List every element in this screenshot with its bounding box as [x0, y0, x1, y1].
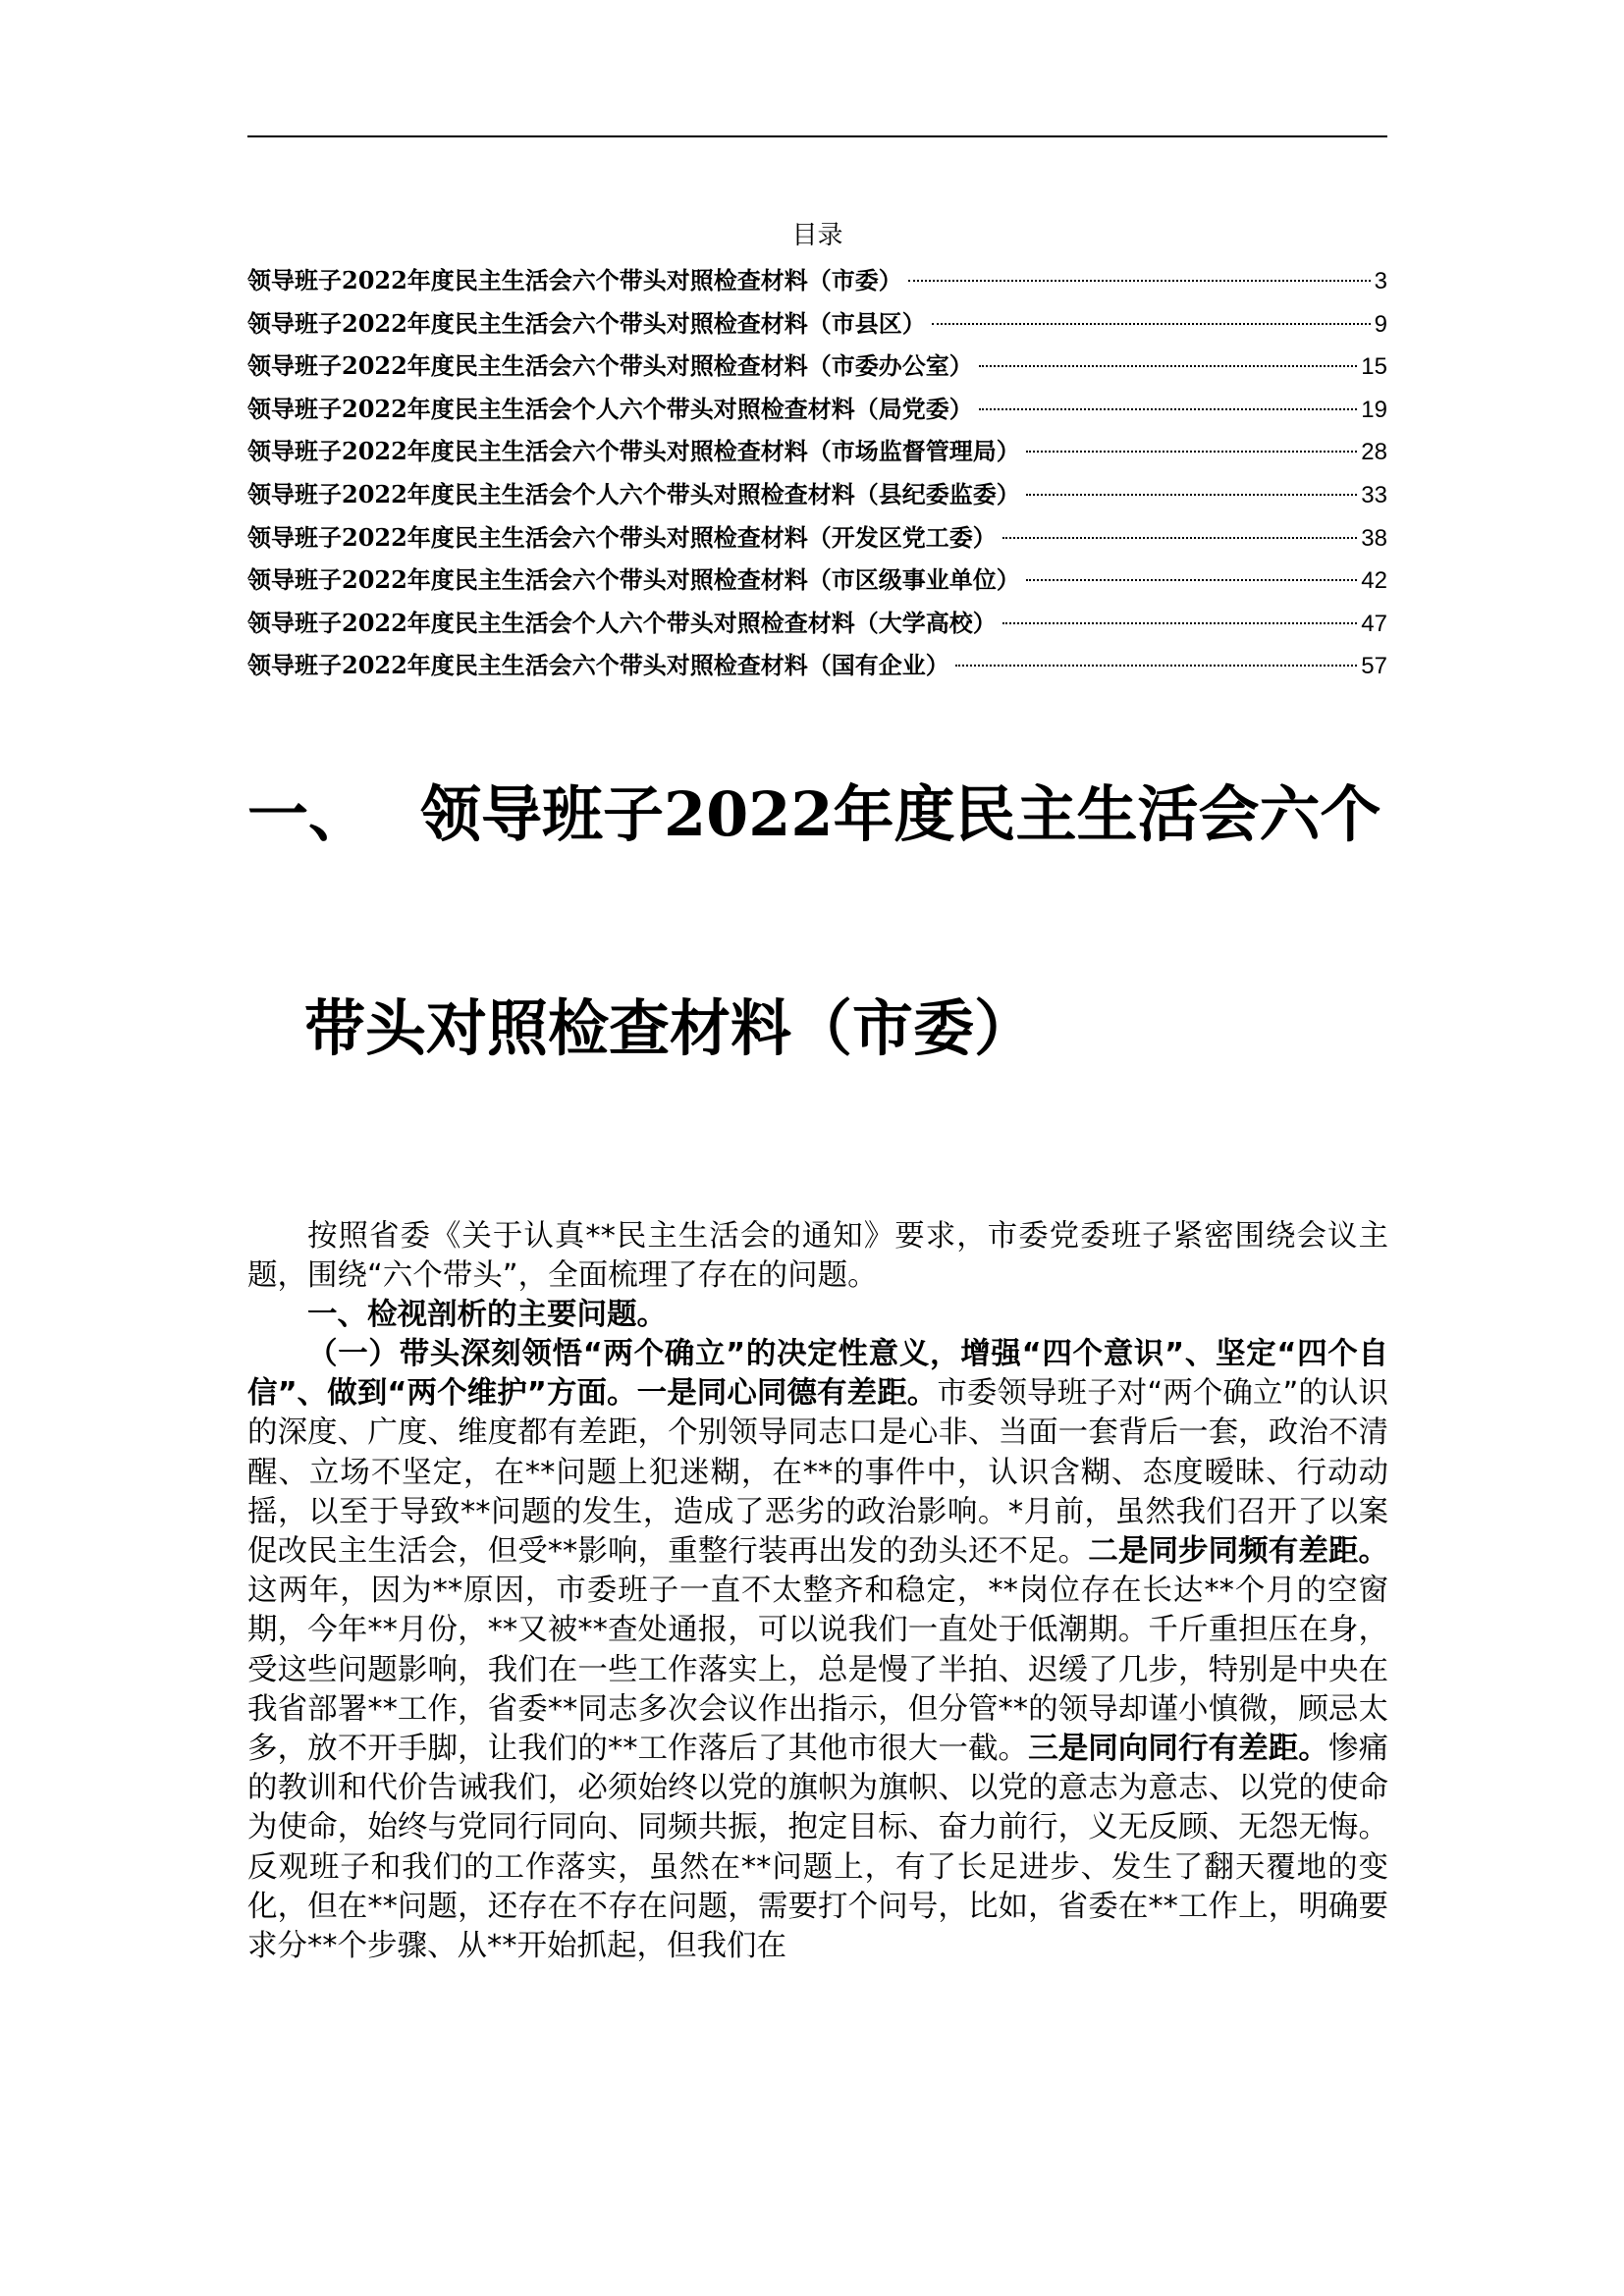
toc-entry-page: 15 [1361, 353, 1387, 381]
toc-title: 目录 [791, 221, 843, 250]
toc-leader [979, 408, 1358, 410]
section-heading [247, 1296, 1388, 1335]
toc-entry-text: 领导班子2022年度民主生活会个人六个带头对照检查材料（大学高校） [247, 608, 997, 637]
toc-entry[interactable] [247, 602, 1387, 645]
toc-entry-page: 57 [1361, 653, 1387, 680]
toc-entry-page: 28 [1361, 439, 1387, 466]
toc-entry[interactable] [247, 644, 1387, 687]
toc-leader [1026, 451, 1358, 453]
toc-entry-page: 19 [1361, 396, 1387, 423]
toc-entry-page: 47 [1361, 610, 1387, 637]
toc-leader [932, 323, 1371, 325]
toc-leader [908, 280, 1371, 282]
point3-text: 惨痛的教训和代价告诫我们，必须始终以党的旗帜为旗帜、以党的意志为意志、以党的使命为使命，始终与党同行同向、同频共振，抱定目标、奋力前行，义无反顾、无怨无悔。反观班子和我们的工作落实，虽然在**问题上，有了长足进步、发生了翻天覆地的变化，但在**问题，还存在不存在问题，需要打个问号，比如，省委在**工作上，明确要求分**个步骤、从**开始抓起，但我们在 [247, 1732, 1389, 1964]
subsection-title: （一）带头深刻领悟“两个确立”的决定性意义，增强“四个意识”、坚定“四个自信”、做到“两个维护”方面。 [247, 1337, 1388, 1412]
toc-leader [1002, 622, 1358, 624]
toc-entry-text: 领导班子2022年度民主生活会个人六个带头对照检查材料（县纪委监委） [247, 479, 1020, 508]
point3-title: 三是同向同行有差距。 [1028, 1732, 1328, 1767]
heading-number: 一、 [247, 778, 370, 850]
toc-leader [955, 665, 1358, 667]
section-title: 一、检视剖析的主要问题。 [307, 1298, 667, 1332]
subsection-paragraph [247, 1335, 1388, 1966]
toc-entry-page: 9 [1374, 310, 1387, 338]
toc-entry-text: 领导班子2022年度民主生活会六个带头对照检查材料（开发区党工委） [247, 522, 997, 552]
toc-leader [1026, 579, 1358, 581]
point1-text: 市委领导班子对“两个确立”的认识的深度、广度、维度都有差距，个别领导同志口是心非、当面一套背后一套，政治不清醒、立场不坚定，在**问题上犯迷糊，在**的事件中，认识含糊、态度暧昧、行动动摇，以至于导致**问题的发生，造成了恶劣的政治影响。*月前，虽然我们召开了以案促改民主生活会，但受**影响，重整行装再出发的劲头还不足。 [247, 1376, 1389, 1570]
toc-entry-text: 领导班子2022年度民主生活会六个带头对照检查材料（市委） [247, 266, 902, 294]
point1-title: 一是同心同德有差距。 [636, 1376, 938, 1412]
toc-entry-page: 3 [1374, 268, 1387, 294]
toc-entry[interactable] [247, 430, 1387, 473]
header-rule [247, 135, 1387, 137]
toc-leader [1002, 537, 1358, 539]
toc-entry-text: 领导班子2022年度民主生活会六个带头对照检查材料（国有企业） [247, 651, 949, 680]
toc-leader [1026, 494, 1358, 496]
toc-entry-page: 38 [1361, 524, 1387, 552]
heading-title-line1: 领导班子2022年度民主生活会六个 [420, 778, 1381, 850]
intro-text: 按照省委《关于认真**民主生活会的通知》要求，市委党委班子紧密围绕会议主题，围绕“六个带头”，全面梳理了存在的问题。 [247, 1219, 1388, 1294]
toc-entry[interactable] [247, 388, 1387, 431]
intro-paragraph [247, 1217, 1388, 1296]
point2-text: 这两年，因为**原因，市委班子一直不太整齐和稳定，**岗位存在长达**个月的空窗期，今年**月份，**又被**查处通报，可以说我们一直处于低潮期。千斤重担压在身，受这些问题影响，我们在一些工作落实上，总是慢了半拍、迟缓了几步，特别是中央在我省部署**工作，省委**同志多次会议作出指示，但分管**的领导却谨小慎微，顾忌太多，放不开手脚，让我们的**工作落后了其他市很大一截。 [247, 1574, 1388, 1767]
toc-entry-text: 领导班子2022年度民主生活会六个带头对照检查材料（市县区） [247, 308, 926, 338]
toc-entry-page: 33 [1361, 481, 1387, 508]
toc-entry-page: 42 [1361, 567, 1387, 595]
toc-entry-text: 领导班子2022年度民主生活会六个带头对照检查材料（市场监督管理局） [247, 437, 1020, 466]
toc-entry[interactable] [247, 473, 1387, 516]
point2-title: 二是同步同频有差距。 [1088, 1534, 1389, 1570]
toc-entry-text: 领导班子2022年度民主生活会六个带头对照检查材料（市委办公室） [247, 351, 973, 381]
table-of-contents [247, 259, 1387, 687]
toc-entry-text: 领导班子2022年度民主生活会六个带头对照检查材料（市区级事业单位） [247, 565, 1020, 595]
subsection-body [247, 1335, 1388, 1966]
toc-entry[interactable] [247, 345, 1387, 388]
toc-entry[interactable] [247, 302, 1387, 346]
toc-entry-text: 领导班子2022年度民主生活会个人六个带头对照检查材料（局党委） [247, 394, 973, 423]
toc-entry[interactable] [247, 559, 1387, 602]
toc-leader [979, 365, 1358, 367]
toc-entry[interactable] [247, 516, 1387, 560]
heading-title-line2: 带头对照检查材料（市委） [304, 992, 1036, 1064]
toc-entry[interactable] [247, 259, 1387, 302]
